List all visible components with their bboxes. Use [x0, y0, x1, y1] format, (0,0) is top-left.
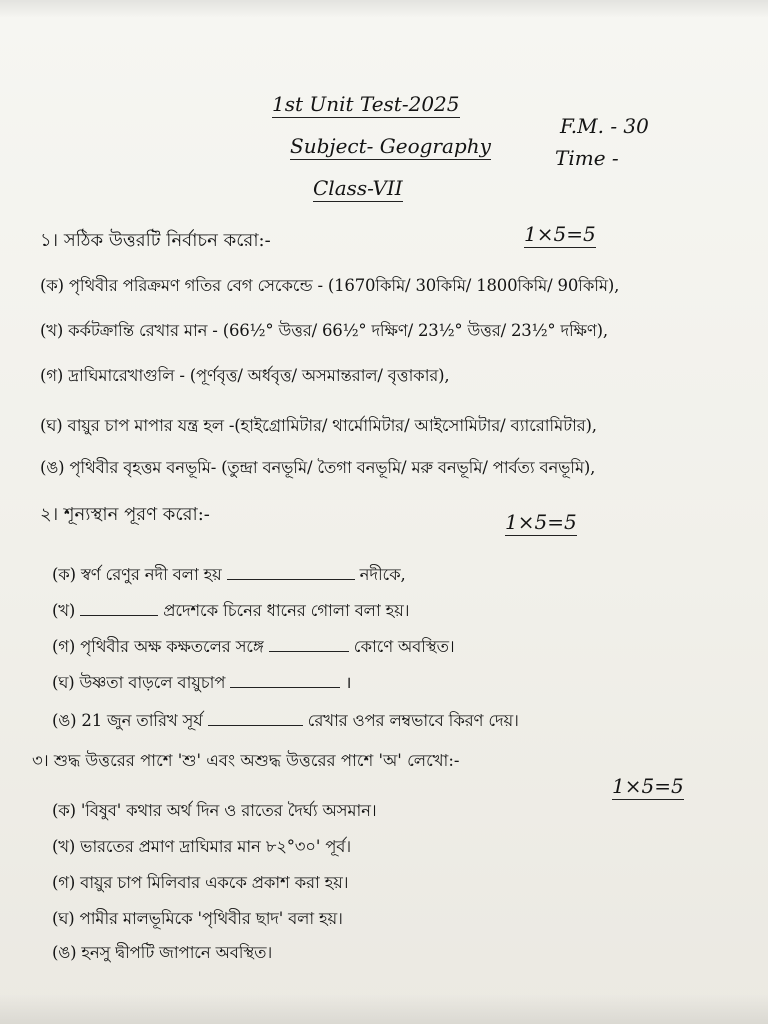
q2-item-e-text: (ঙ) 21 জুন তারিখ সূর্য — [52, 711, 203, 730]
class-text: Class-VII — [313, 176, 403, 200]
q1-item-a: (ক) পৃথিবীর পরিক্রমণ গতির বেগ সেকেন্ডে - (1670কিমি/ 30কিমি/ 1800কিমি/ 90কিমি), — [40, 276, 620, 295]
q2-item-a-text: (ক) স্বর্ণ রেণুর নদী বলা হয় — [52, 565, 222, 584]
q1-item-c: (গ) দ্রাঘিমারেখাগুলি - (পূর্ণবৃত্ত/ অর্ধবৃত্ত/ অসমান্তরাল/ বৃত্তাকার), — [40, 366, 450, 385]
q2-item-e-tail: রেখার ওপর লম্বভাবে কিরণ দেয়। — [307, 711, 519, 730]
q2-item-c-tail: কোণে অবস্থিত। — [353, 637, 455, 656]
subject-line — [290, 134, 491, 158]
q2-item-e-blank — [208, 711, 303, 726]
q2-item-d — [52, 670, 351, 697]
q3-marks-text: 1×5=5 — [612, 774, 684, 798]
q2-item-c — [52, 634, 454, 661]
q2-item-d-text: (ঘ) উষ্ণতা বাড়লে বায়ুচাপ — [52, 673, 226, 692]
q1-item-d: (ঘ) বায়ুর চাপ মাপার যন্ত্র হল -(হাইগ্রোমিটার/ থার্মোমিটার/ আইসোমিটার/ ব্যারোমিটার), — [40, 416, 597, 435]
page-top-shadow — [0, 0, 768, 18]
q2-item-b — [52, 598, 409, 625]
q2-item-c-text: (গ) পৃথিবীর অক্ষ কক্ষতলের সঙ্গে — [52, 637, 264, 656]
full-marks: F.M. - 30 — [560, 114, 649, 138]
class-line — [313, 176, 403, 200]
q2-item-a-blank — [227, 565, 355, 580]
q2-item-c-blank — [269, 637, 349, 652]
q2-item-b-tail: প্রদেশকে চিনের ধানের গোলা বলা হয়। — [163, 601, 410, 620]
exam-title-text: 1st Unit Test-2025 — [272, 92, 460, 116]
q3-marks — [612, 774, 684, 798]
q3-item-a: (ক) 'বিষুব' কথার অর্থ দিন ও রাতের দৈর্ঘ্য অসমান। — [52, 801, 377, 820]
subject-text: Subject- Geography — [290, 134, 491, 158]
q2-item-a-tail: নদীকে, — [359, 565, 406, 584]
q3-item-d: (ঘ) পামীর মালভূমিকে 'পৃথিবীর ছাদ' বলা হয়। — [52, 909, 343, 928]
q2-item-d-blank — [230, 673, 340, 688]
q1-marks-text: 1×5=5 — [524, 222, 596, 246]
exam-title — [272, 92, 460, 116]
q3-item-e: (ঙ) হনসু দ্বীপটি জাপানে অবস্থিত। — [52, 943, 273, 962]
q3-heading: ৩। শুদ্ধ উত্তরের পাশে 'শু' এবং অশুদ্ধ উত্তরের পাশে 'অ' লেখো:- — [32, 751, 460, 770]
q2-item-e — [52, 708, 519, 735]
q2-item-d-tail: । — [345, 673, 352, 692]
q2-marks-text: 1×5=5 — [505, 510, 577, 534]
q1-marks — [524, 222, 596, 246]
q3-item-c: (গ) বায়ুর চাপ মিলিবার এককে প্রকাশ করা হয়। — [52, 873, 349, 892]
q2-heading: ২। শূন্যস্থান পূরণ করো:- — [40, 504, 210, 525]
time-label: Time - — [555, 146, 619, 170]
q2-marks — [505, 510, 577, 534]
q2-item-a — [52, 562, 406, 589]
q3-item-b: (খ) ভারতের প্রমাণ দ্রাঘিমার মান ৮২°৩০' পূর্ব। — [52, 837, 351, 856]
q1-item-b: (খ) কর্কটক্রান্তি রেখার মান - (66½° উত্তর/ 66½° দক্ষিণ/ 23½° উত্তর/ 23½° দক্ষিণ), — [40, 321, 608, 340]
q2-item-b-blank — [80, 601, 158, 616]
q1-item-e: (ঙ) পৃথিবীর বৃহত্তম বনভূমি- (তুন্দ্রা বনভূমি/ তৈগা বনভূমি/ মরু বনভূমি/ পার্বত্য বনভূমি), — [40, 458, 596, 477]
page-bottom-shadow — [0, 994, 768, 1024]
q1-heading: ১। সঠিক উত্তরটি নির্বাচন করো:- — [40, 230, 271, 251]
q2-item-b-text: (খ) — [52, 601, 76, 620]
